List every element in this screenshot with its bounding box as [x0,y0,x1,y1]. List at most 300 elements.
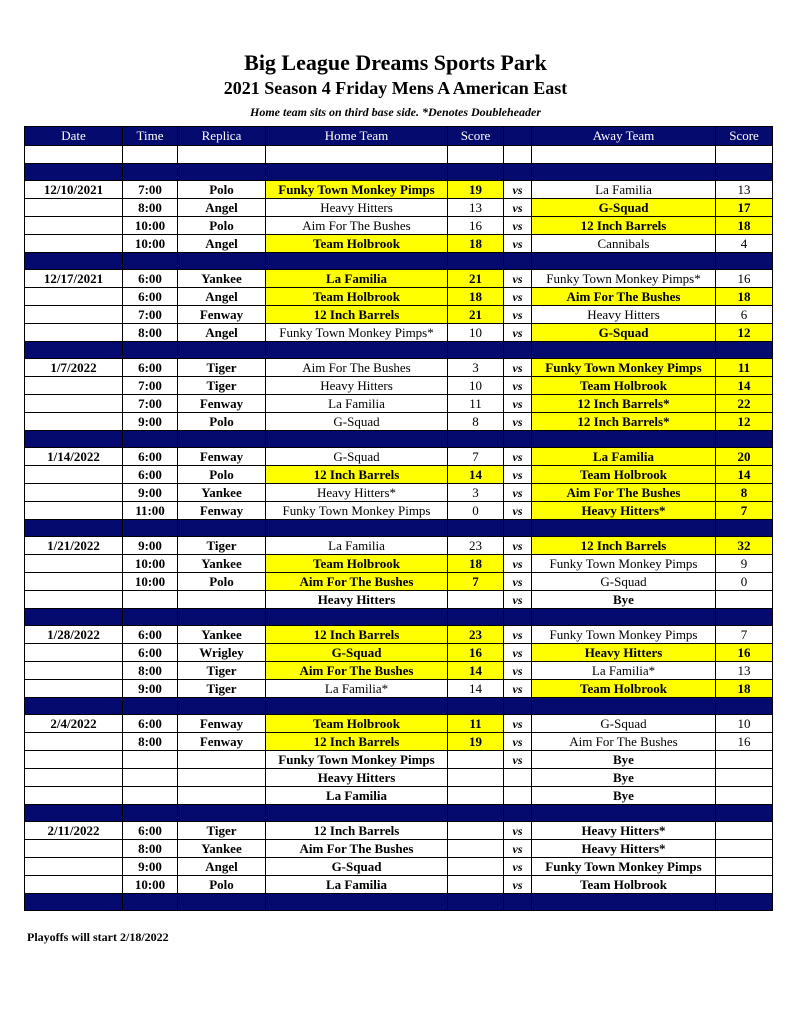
away-score-cell: 7 [716,626,773,644]
page-subtitle: 2021 Season 4 Friday Mens A American East [223,78,568,98]
replica-cell: Fenway [178,448,266,466]
page-title: Big League Dreams Sports Park [244,50,547,75]
vs-cell: vs [504,733,532,751]
time-cell: 7:00 [123,306,178,324]
date-cell: 1/7/2022 [25,359,123,377]
away-team-cell: Bye [532,591,716,609]
replica-cell [178,591,266,609]
vs-cell: vs [504,306,532,324]
empty-cell [266,146,448,164]
table-row [25,359,773,377]
vs-cell: vs [504,858,532,876]
replica-cell: Yankee [178,270,266,288]
vs-cell: vs [504,680,532,698]
away-team-cell: Funky Town Monkey Pimps* [532,270,716,288]
column-header-date: Date [25,127,123,146]
empty-cell [716,253,773,270]
time-cell: 7:00 [123,377,178,395]
empty-cell [448,609,504,626]
time-cell: 10:00 [123,217,178,235]
table-row [25,466,773,484]
time-cell: 9:00 [123,537,178,555]
home-score-cell: 13 [448,199,504,217]
empty-cell [123,698,178,715]
away-team-cell: Team Holbrook [532,876,716,894]
date-cell [25,288,123,306]
table-row [25,288,773,306]
date-cell [25,769,123,787]
empty-cell [504,520,532,537]
date-cell [25,484,123,502]
vs-cell: vs [504,395,532,413]
vs-cell: vs [504,715,532,733]
table-row [25,502,773,520]
away-score-cell: 16 [716,733,773,751]
date-cell [25,644,123,662]
home-score-cell: 14 [448,680,504,698]
vs-cell: vs [504,217,532,235]
date-cell: 12/17/2021 [25,270,123,288]
away-score-cell [716,751,773,769]
date-cell [25,680,123,698]
table-row [25,680,773,698]
empty-cell [504,609,532,626]
replica-cell: Yankee [178,555,266,573]
empty-cell [178,609,266,626]
date-cell [25,858,123,876]
time-cell: 6:00 [123,466,178,484]
away-team-cell: Team Holbrook [532,680,716,698]
replica-cell: Tiger [178,359,266,377]
time-cell: 8:00 [123,662,178,680]
vs-cell: vs [504,626,532,644]
empty-cell [504,164,532,181]
away-team-cell: Heavy Hitters* [532,502,716,520]
table-row [25,733,773,751]
away-score-cell: 20 [716,448,773,466]
away-score-cell: 22 [716,395,773,413]
empty-cell [448,698,504,715]
replica-cell: Angel [178,199,266,217]
time-cell: 11:00 [123,502,178,520]
away-team-cell: Aim For The Bushes [532,733,716,751]
table-row [25,537,773,555]
replica-cell: Angel [178,235,266,253]
time-cell: 6:00 [123,448,178,466]
date-cell: 1/28/2022 [25,626,123,644]
empty-cell [266,520,448,537]
empty-cell [716,431,773,448]
home-score-cell [448,769,504,787]
away-score-cell: 32 [716,537,773,555]
table-row [25,555,773,573]
away-score-cell: 14 [716,466,773,484]
table-row [25,324,773,342]
away-team-cell: Bye [532,787,716,805]
week-separator-row [25,164,773,181]
time-cell: 10:00 [123,235,178,253]
empty-cell [532,609,716,626]
table-row [25,413,773,431]
away-score-cell: 0 [716,573,773,591]
time-cell: 8:00 [123,733,178,751]
blank-row [25,146,773,164]
replica-cell: Tiger [178,537,266,555]
home-team-cell: Heavy Hitters* [266,484,448,502]
vs-cell: vs [504,573,532,591]
vs-cell: vs [504,484,532,502]
date-cell [25,591,123,609]
empty-cell [532,805,716,822]
away-score-cell: 13 [716,181,773,199]
week-separator-row [25,431,773,448]
time-cell: 7:00 [123,181,178,199]
column-header-away-team: Away Team [532,127,716,146]
replica-cell: Polo [178,413,266,431]
date-cell [25,217,123,235]
home-team-cell: Team Holbrook [266,715,448,733]
time-cell: 8:00 [123,840,178,858]
column-header-time: Time [123,127,178,146]
replica-cell: Polo [178,466,266,484]
vs-cell: vs [504,537,532,555]
home-score-cell: 18 [448,235,504,253]
home-score-cell: 18 [448,555,504,573]
empty-cell [266,609,448,626]
empty-cell [25,894,123,911]
empty-cell [178,805,266,822]
away-team-cell: Bye [532,769,716,787]
table-row [25,270,773,288]
empty-cell [448,253,504,270]
empty-cell [448,342,504,359]
date-cell [25,787,123,805]
vs-cell: vs [504,840,532,858]
replica-cell: Polo [178,876,266,894]
away-team-cell: Bye [532,751,716,769]
table-row [25,858,773,876]
replica-cell: Yankee [178,840,266,858]
empty-cell [123,520,178,537]
home-score-cell: 10 [448,324,504,342]
away-score-cell: 9 [716,555,773,573]
time-cell: 10:00 [123,555,178,573]
away-team-cell: La Familia [532,181,716,199]
time-cell: 9:00 [123,413,178,431]
date-cell: 2/4/2022 [25,715,123,733]
empty-cell [178,342,266,359]
schedule-note: Home team sits on third base side. *Denotes Doubleheader [250,105,541,119]
empty-cell [178,894,266,911]
vs-cell: vs [504,413,532,431]
vs-cell: vs [504,502,532,520]
empty-cell [448,164,504,181]
vs-cell: vs [504,288,532,306]
vs-cell: vs [504,466,532,484]
home-score-cell: 3 [448,484,504,502]
time-cell: 9:00 [123,484,178,502]
time-cell: 10:00 [123,573,178,591]
empty-cell [266,253,448,270]
table-row [25,787,773,805]
date-cell [25,662,123,680]
away-score-cell [716,591,773,609]
date-cell [25,502,123,520]
home-team-cell: Aim For The Bushes [266,662,448,680]
away-score-cell: 12 [716,413,773,431]
away-score-cell: 18 [716,217,773,235]
empty-cell [123,253,178,270]
table-row [25,662,773,680]
home-score-cell: 14 [448,466,504,484]
away-team-cell: Team Holbrook [532,377,716,395]
home-score-cell: 21 [448,270,504,288]
empty-cell [716,609,773,626]
home-team-cell: Heavy Hitters [266,769,448,787]
away-team-cell: Heavy Hitters [532,306,716,324]
vs-cell: vs [504,751,532,769]
home-team-cell: 12 Inch Barrels [266,733,448,751]
vs-cell: vs [504,181,532,199]
empty-cell [25,146,123,164]
date-cell [25,413,123,431]
away-team-cell: Cannibals [532,235,716,253]
empty-cell [532,431,716,448]
away-team-cell: Aim For The Bushes [532,484,716,502]
replica-cell: Tiger [178,662,266,680]
empty-cell [716,146,773,164]
empty-cell [178,164,266,181]
time-cell [123,591,178,609]
home-team-cell: Funky Town Monkey Pimps [266,751,448,769]
empty-cell [716,342,773,359]
home-score-cell: 11 [448,395,504,413]
empty-cell [716,520,773,537]
empty-cell [25,805,123,822]
empty-cell [25,164,123,181]
empty-cell [25,253,123,270]
date-cell: 2/11/2022 [25,822,123,840]
table-row [25,626,773,644]
replica-cell: Fenway [178,395,266,413]
home-team-cell: 12 Inch Barrels [266,466,448,484]
column-header-replica: Replica [178,127,266,146]
away-score-cell [716,822,773,840]
empty-cell [532,342,716,359]
empty-cell [123,146,178,164]
replica-cell [178,787,266,805]
time-cell: 8:00 [123,324,178,342]
replica-cell: Polo [178,181,266,199]
replica-cell: Tiger [178,377,266,395]
empty-cell [123,342,178,359]
home-score-cell: 23 [448,537,504,555]
home-score-cell [448,858,504,876]
column-header-home-score: Score [448,127,504,146]
column-header-home-team: Home Team [266,127,448,146]
date-cell [25,555,123,573]
replica-cell: Polo [178,573,266,591]
home-team-cell: G-Squad [266,448,448,466]
empty-cell [123,164,178,181]
time-cell: 9:00 [123,858,178,876]
replica-cell: Wrigley [178,644,266,662]
away-team-cell: La Familia* [532,662,716,680]
away-score-cell: 4 [716,235,773,253]
vs-cell [504,787,532,805]
home-score-cell: 18 [448,288,504,306]
empty-cell [123,609,178,626]
time-cell: 10:00 [123,876,178,894]
home-team-cell: 12 Inch Barrels [266,306,448,324]
table-row [25,644,773,662]
table-row [25,573,773,591]
vs-cell: vs [504,591,532,609]
empty-cell [532,146,716,164]
away-score-cell: 7 [716,502,773,520]
date-cell [25,306,123,324]
empty-cell [504,894,532,911]
date-cell [25,733,123,751]
replica-cell: Tiger [178,822,266,840]
time-cell: 6:00 [123,359,178,377]
replica-cell: Yankee [178,484,266,502]
time-cell: 6:00 [123,715,178,733]
home-team-cell: G-Squad [266,413,448,431]
column-header-vs [504,127,532,146]
away-team-cell: 12 Inch Barrels* [532,395,716,413]
away-team-cell: G-Squad [532,715,716,733]
replica-cell [178,769,266,787]
time-cell [123,751,178,769]
home-score-cell: 10 [448,377,504,395]
away-team-cell: Funky Town Monkey Pimps [532,359,716,377]
away-score-cell: 11 [716,359,773,377]
replica-cell: Angel [178,324,266,342]
away-score-cell: 12 [716,324,773,342]
replica-cell [178,751,266,769]
home-score-cell: 7 [448,573,504,591]
empty-cell [504,698,532,715]
empty-cell [716,698,773,715]
vs-cell [504,769,532,787]
home-score-cell: 0 [448,502,504,520]
empty-cell [25,609,123,626]
home-team-cell: G-Squad [266,644,448,662]
playoffs-note: Playoffs will start 2/18/2022 [27,930,169,944]
time-cell: 6:00 [123,626,178,644]
empty-cell [266,894,448,911]
time-cell: 8:00 [123,199,178,217]
schedule-table [24,126,773,911]
replica-cell: Angel [178,288,266,306]
replica-cell: Polo [178,217,266,235]
vs-cell: vs [504,822,532,840]
empty-cell [504,253,532,270]
replica-cell: Yankee [178,626,266,644]
away-score-cell [716,876,773,894]
away-score-cell: 16 [716,270,773,288]
empty-cell [448,431,504,448]
away-score-cell: 13 [716,662,773,680]
home-score-cell: 8 [448,413,504,431]
empty-cell [504,146,532,164]
away-team-cell: 12 Inch Barrels [532,537,716,555]
home-score-cell: 14 [448,662,504,680]
empty-cell [266,342,448,359]
week-separator-row [25,520,773,537]
table-row [25,217,773,235]
table-row [25,377,773,395]
away-score-cell: 10 [716,715,773,733]
away-team-cell: Funky Town Monkey Pimps [532,555,716,573]
empty-cell [123,894,178,911]
empty-cell [266,164,448,181]
vs-cell: vs [504,359,532,377]
time-cell [123,787,178,805]
home-score-cell: 19 [448,733,504,751]
empty-cell [448,520,504,537]
schedule-rows [25,146,773,911]
away-score-cell: 8 [716,484,773,502]
date-cell [25,235,123,253]
home-score-cell: 19 [448,181,504,199]
away-score-cell [716,840,773,858]
away-score-cell: 6 [716,306,773,324]
empty-cell [532,164,716,181]
date-cell [25,876,123,894]
time-cell: 6:00 [123,644,178,662]
week-separator-row [25,805,773,822]
column-header-away-score: Score [716,127,773,146]
away-team-cell: G-Squad [532,324,716,342]
empty-cell [25,520,123,537]
home-team-cell: G-Squad [266,858,448,876]
empty-cell [178,146,266,164]
vs-cell: vs [504,662,532,680]
away-score-cell: 18 [716,288,773,306]
away-team-cell: Funky Town Monkey Pimps [532,858,716,876]
date-cell [25,751,123,769]
away-score-cell [716,787,773,805]
home-score-cell [448,751,504,769]
away-team-cell: Funky Town Monkey Pimps [532,626,716,644]
home-team-cell: La Familia [266,787,448,805]
empty-cell [123,431,178,448]
table-row [25,484,773,502]
away-team-cell: Team Holbrook [532,466,716,484]
date-cell: 1/14/2022 [25,448,123,466]
empty-cell [532,894,716,911]
table-row [25,840,773,858]
home-team-cell: Team Holbrook [266,555,448,573]
vs-cell: vs [504,324,532,342]
table-header-row [25,127,773,146]
home-team-cell: Team Holbrook [266,235,448,253]
time-cell: 6:00 [123,822,178,840]
date-cell [25,466,123,484]
home-team-cell: Funky Town Monkey Pimps [266,502,448,520]
vs-cell: vs [504,377,532,395]
home-team-cell: Aim For The Bushes [266,359,448,377]
empty-cell [532,253,716,270]
time-cell: 9:00 [123,680,178,698]
empty-cell [504,342,532,359]
date-cell [25,199,123,217]
empty-cell [266,431,448,448]
date-cell [25,573,123,591]
table-row [25,395,773,413]
